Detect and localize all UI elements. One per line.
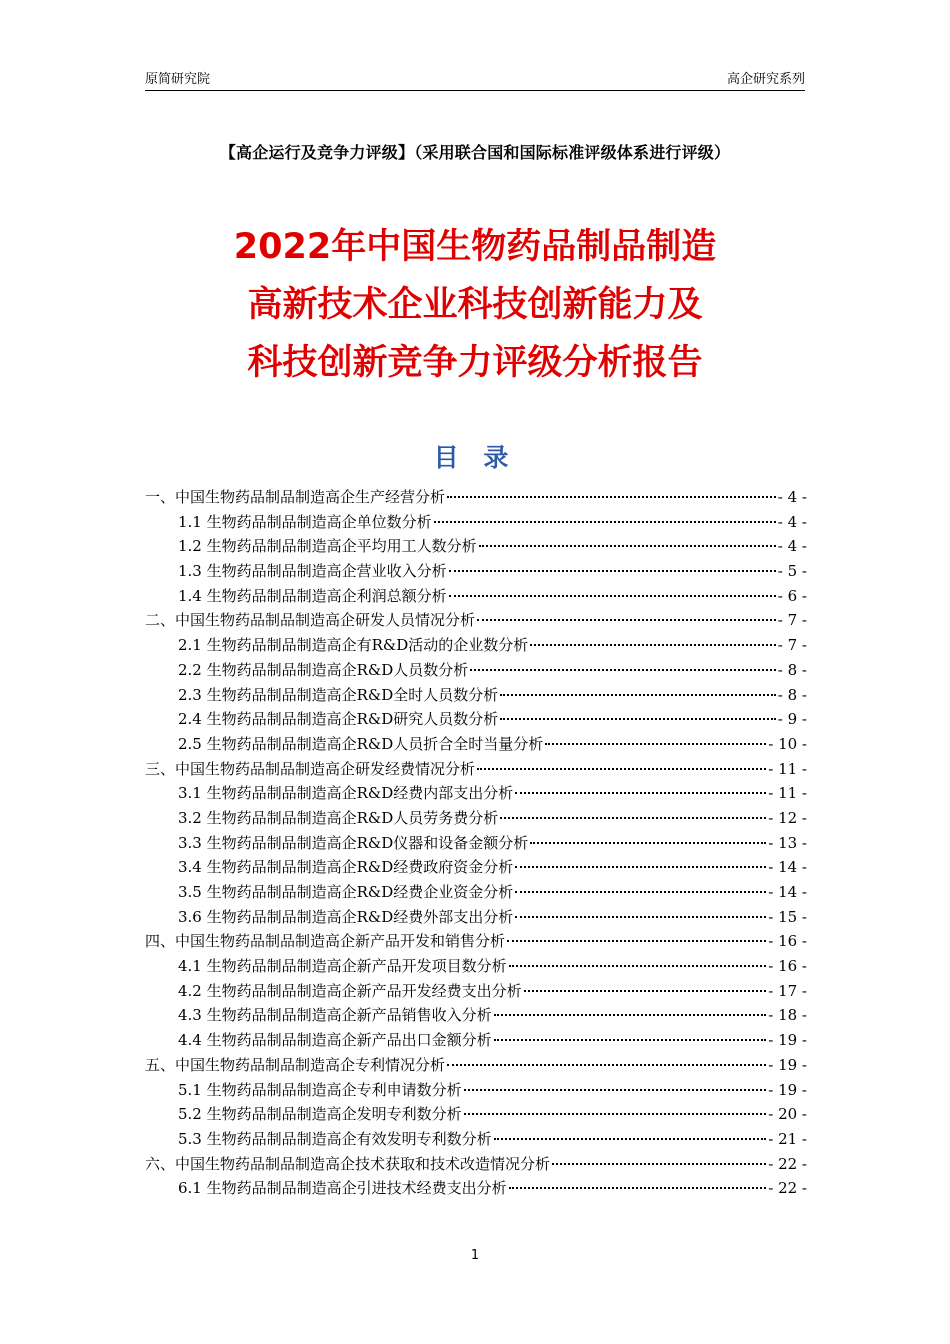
toc-dot-leader	[449, 570, 776, 572]
toc-entry[interactable]	[145, 1102, 807, 1127]
toc-entry[interactable]	[145, 781, 807, 806]
toc-entry-title: 6.1 生物药品制品制造高企引进技术经费支出分析	[178, 1179, 507, 1198]
toc-entry-page: - 11 -	[768, 759, 807, 778]
toc-entry-title: 2.5 生物药品制品制造高企R&D人员折合全时当量分析	[178, 734, 544, 753]
toc-entry-page: - 22 -	[768, 1154, 807, 1173]
toc-entry[interactable]	[145, 979, 807, 1004]
title-line: 科技创新竞争力评级分析报告	[247, 343, 703, 383]
toc-dot-leader	[447, 496, 776, 498]
toc-entry-page: - 17 -	[768, 981, 807, 1000]
toc-entry-page: - 13 -	[768, 833, 807, 852]
toc-dot-leader	[515, 866, 766, 868]
toc-entry-title: 4.3 生物药品制品制造高企新产品销售收入分析	[178, 1006, 492, 1025]
toc-entry-title: 三、中国生物药品制品制造高企研发经费情况分析	[145, 759, 476, 778]
toc-entry[interactable]	[145, 608, 807, 633]
toc-entry-title: 3.2 生物药品制品制造高企R&D人员劳务费分析	[178, 808, 499, 827]
toc-dot-leader	[509, 965, 767, 967]
toc-entry[interactable]	[145, 806, 807, 831]
toc-entry-title: 1.2 生物药品制品制造高企平均用工人数分析	[178, 537, 477, 556]
report-title	[145, 218, 805, 392]
toc-entry[interactable]	[145, 1078, 807, 1103]
toc-entry-page: - 19 -	[768, 1055, 807, 1074]
toc-entry[interactable]	[145, 485, 807, 510]
toc-entry-page: - 4 -	[777, 537, 807, 556]
toc-entry[interactable]	[145, 757, 807, 782]
toc-entry[interactable]	[145, 1053, 807, 1078]
toc-entry[interactable]	[145, 1028, 807, 1053]
toc-entry-title: 4.2 生物药品制品制造高企新产品开发经费支出分析	[178, 981, 522, 1000]
toc-entry-page: - 18 -	[768, 1006, 807, 1025]
toc-entry[interactable]	[145, 584, 807, 609]
toc-entry[interactable]	[145, 534, 807, 559]
toc-entry-page: - 4 -	[777, 488, 807, 506]
toc-entry-page: - 9 -	[777, 710, 807, 729]
rating-subtitle: 【高企运行及竞争力评级】（采用联合国和国际标准评级体系进行评级）	[219, 143, 731, 162]
toc-dot-leader	[545, 743, 766, 745]
toc-dot-leader	[552, 1163, 766, 1165]
toc-entry[interactable]	[145, 1152, 807, 1177]
toc-dot-leader	[449, 595, 776, 597]
toc-entry-page: - 5 -	[777, 562, 807, 581]
toc-entry-page: - 7 -	[777, 636, 807, 655]
toc-entry-title: 二、中国生物药品制品制造高企研发人员情况分析	[145, 611, 476, 630]
toc-entry-title: 四、中国生物药品制品制造高企新产品开发和销售分析	[145, 932, 506, 951]
toc-entry-page: - 16 -	[768, 957, 807, 976]
toc-dot-leader	[515, 792, 766, 794]
toc-entry-page: - 15 -	[768, 907, 807, 926]
toc-entry[interactable]	[145, 1176, 807, 1201]
page-header	[145, 68, 805, 91]
toc-entry-title: 2.4 生物药品制品制造高企R&D研究人员数分析	[178, 710, 499, 729]
toc-entry-title: 1.1 生物药品制品制造高企单位数分析	[178, 512, 432, 531]
toc-dot-leader	[464, 1089, 767, 1091]
toc-entry-title: 3.6 生物药品制品制造高企R&D经费外部支出分析	[178, 907, 514, 926]
toc-dot-leader	[477, 619, 776, 621]
toc-entry-title: 1.4 生物药品制品制造高企利润总额分析	[178, 586, 447, 605]
toc-entry-title: 4.4 生物药品制品制造高企新产品出口金额分析	[178, 1031, 492, 1050]
toc-entry-page: - 10 -	[768, 734, 807, 753]
toc-dot-leader	[515, 916, 766, 918]
toc-entry[interactable]	[145, 831, 807, 856]
toc-entry[interactable]	[145, 559, 807, 584]
toc-dot-leader	[494, 1138, 767, 1140]
toc-entry[interactable]	[145, 658, 807, 683]
toc-entry-page: - 19 -	[768, 1080, 807, 1099]
toc-entry-title: 2.3 生物药品制品制造高企R&D全时人员数分析	[178, 685, 499, 704]
toc-entry[interactable]	[145, 510, 807, 535]
toc-entry-page: - 7 -	[777, 611, 807, 630]
table-of-contents	[145, 485, 807, 1201]
toc-entry[interactable]	[145, 855, 807, 880]
toc-entry-page: - 12 -	[768, 808, 807, 827]
toc-dot-leader	[477, 768, 766, 770]
toc-dot-leader	[479, 545, 776, 547]
toc-entry[interactable]	[145, 732, 807, 757]
toc-dot-leader	[494, 1039, 767, 1041]
toc-entry[interactable]	[145, 707, 807, 732]
toc-entry-page: - 21 -	[768, 1129, 807, 1148]
toc-entry-page: - 16 -	[768, 932, 807, 951]
toc-dot-leader	[530, 842, 766, 844]
toc-entry-title: 3.1 生物药品制品制造高企R&D经费内部支出分析	[178, 784, 514, 803]
toc-entry-title: 2.1 生物药品制品制造高企有R&D活动的企业数分析	[178, 636, 529, 655]
toc-entry[interactable]	[145, 1003, 807, 1028]
toc-entry-page: - 22 -	[768, 1179, 807, 1198]
toc-dot-leader	[500, 718, 775, 720]
toc-entry-page: - 8 -	[777, 685, 807, 704]
toc-entry-title: 一、中国生物药品制品制造高企生产经营分析	[145, 488, 446, 506]
toc-entry-page: - 19 -	[768, 1031, 807, 1050]
toc-entry-page: - 4 -	[777, 512, 807, 531]
toc-entry[interactable]	[145, 880, 807, 905]
toc-entry-title: 5.1 生物药品制品制造高企专利申请数分析	[178, 1080, 462, 1099]
title-line: 高新技术企业科技创新能力及	[247, 285, 703, 325]
toc-entry-page: - 20 -	[768, 1105, 807, 1124]
toc-entry[interactable]	[145, 1127, 807, 1152]
toc-entry-page: - 14 -	[768, 883, 807, 901]
toc-entry-title: 六、中国生物药品制品制造高企技术获取和技术改造情况分析	[145, 1154, 551, 1173]
toc-entry-page: - 6 -	[777, 586, 807, 605]
toc-dot-leader	[509, 1187, 767, 1189]
toc-entry-page: - 11 -	[768, 784, 807, 803]
toc-entry-title: 4.1 生物药品制品制造高企新产品开发项目数分析	[178, 957, 507, 976]
toc-entry-title: 5.3 生物药品制品制造高企有效发明专利数分析	[178, 1129, 492, 1148]
toc-entry[interactable]	[145, 633, 807, 658]
toc-entry[interactable]	[145, 683, 807, 708]
toc-dot-leader	[434, 521, 776, 523]
toc-dot-leader	[470, 669, 775, 671]
toc-entry-title: 3.4 生物药品制品制造高企R&D经费政府资金分析	[178, 858, 514, 877]
toc-dot-leader	[500, 694, 775, 696]
toc-entry-title: 2.2 生物药品制品制造高企R&D人员数分析	[178, 660, 469, 679]
toc-dot-leader	[464, 1113, 767, 1115]
toc-entry-title: 3.3 生物药品制品制造高企R&D仪器和设备金额分析	[178, 833, 529, 852]
toc-dot-leader	[500, 817, 766, 819]
toc-heading: 目 录	[433, 443, 517, 472]
toc-entry-page: - 8 -	[777, 660, 807, 679]
header-left-publisher: 原简研究院	[145, 72, 211, 87]
toc-entry-title: 5.2 生物药品制品制造高企发明专利数分析	[178, 1105, 462, 1124]
toc-entry[interactable]	[145, 954, 807, 979]
toc-dot-leader	[507, 940, 766, 942]
toc-dot-leader	[447, 1064, 766, 1066]
toc-dot-leader	[515, 891, 766, 893]
toc-dot-leader	[530, 644, 775, 646]
toc-dot-leader	[494, 1014, 767, 1016]
toc-dot-leader	[524, 990, 767, 992]
toc-entry-title: 五、中国生物药品制品制造高企专利情况分析	[145, 1055, 446, 1074]
toc-entry-title: 3.5 生物药品制品制造高企R&D经费企业资金分析	[178, 883, 514, 901]
title-line: 2022年中国生物药品制品制造	[233, 227, 717, 267]
toc-entry[interactable]	[145, 905, 807, 930]
toc-entry-page: - 14 -	[768, 858, 807, 877]
toc-entry[interactable]	[145, 929, 807, 954]
header-right-series: 高企研究系列	[726, 72, 805, 87]
toc-entry-title: 1.3 生物药品制品制造高企营业收入分析	[178, 562, 447, 581]
page-number: 1	[470, 1248, 480, 1263]
